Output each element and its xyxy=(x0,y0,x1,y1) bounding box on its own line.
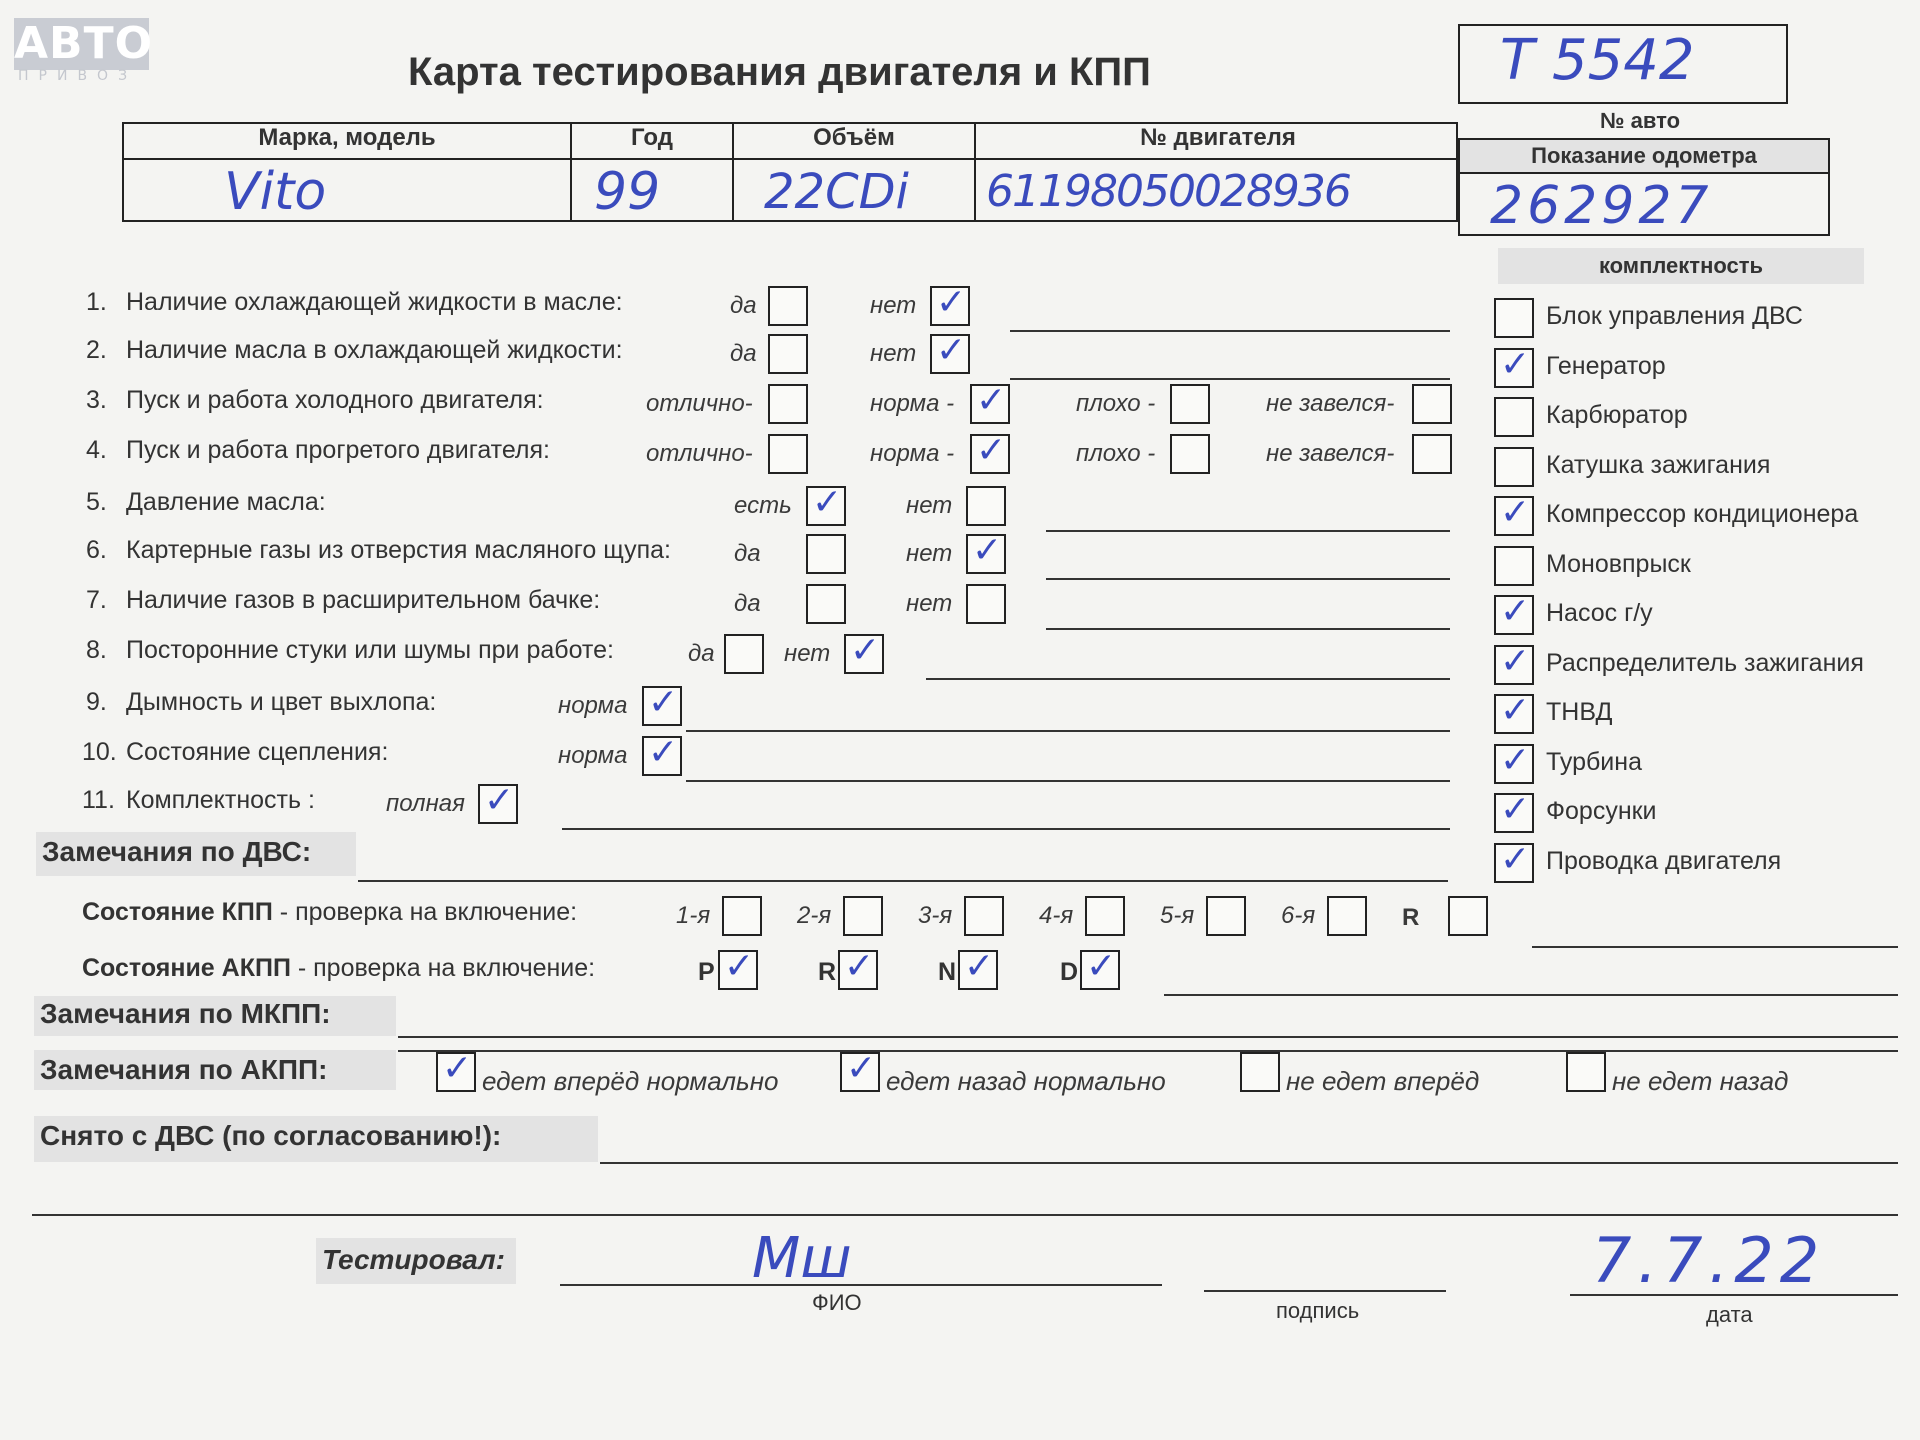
sign-label: подпись xyxy=(1276,1298,1360,1323)
check-option-label: отлично- xyxy=(646,440,753,467)
check-mark-icon: ✓ xyxy=(1500,739,1531,781)
car-number-box xyxy=(1458,24,1788,104)
check-row-line xyxy=(1010,378,1450,380)
completeness-item-label: Моновпрыск xyxy=(1546,549,1691,578)
check-option-box[interactable] xyxy=(724,634,764,674)
date-label: дата xyxy=(1706,1302,1753,1327)
completeness-item-label: ТНВД xyxy=(1546,698,1613,726)
check-option-label: нет xyxy=(870,340,917,367)
check-option-label: да xyxy=(734,540,761,567)
completeness-item-label: Турбина xyxy=(1546,747,1642,776)
check-mark-icon: ✓ xyxy=(724,946,755,987)
akpp-mode-label: R xyxy=(818,958,837,986)
check-mark-icon: ✓ xyxy=(850,630,881,671)
akpp-mode-box[interactable] xyxy=(958,946,998,990)
akpp-label: Состояние АКПП - проверка на включение: xyxy=(82,954,596,982)
check-option-box[interactable] xyxy=(642,732,682,776)
check-option-box[interactable] xyxy=(966,530,1006,574)
check-row-text: Посторонние стуки или шумы при работе: xyxy=(126,636,614,664)
check-row-number: 2. xyxy=(86,336,107,364)
check-option-label: норма xyxy=(558,692,628,719)
check-option-label: нет xyxy=(870,292,917,319)
check-option-box[interactable] xyxy=(970,430,1010,474)
car-number-value: T 5542 xyxy=(1500,28,1695,93)
completeness-box[interactable] xyxy=(1494,591,1534,635)
check-row-number: 7. xyxy=(86,586,107,614)
check-mark-icon: ✓ xyxy=(1500,492,1531,533)
check-option-label: плохо - xyxy=(1076,440,1156,467)
completeness-item-label: Генератор xyxy=(1546,351,1666,380)
check-mark-icon: ✓ xyxy=(976,430,1007,471)
check-mark-icon: ✓ xyxy=(976,380,1007,421)
check-option-box[interactable] xyxy=(478,780,518,824)
check-mark-icon: ✓ xyxy=(1500,789,1531,830)
check-option-label: полная xyxy=(386,790,465,817)
gear-box[interactable] xyxy=(1085,896,1125,936)
check-mark-icon: ✓ xyxy=(442,1048,473,1089)
kpp-label: Состояние КПП - проверка на включение: xyxy=(82,898,578,926)
akpp-remark-label: едет назад нормально xyxy=(886,1066,1166,1096)
gear-label: 6-я xyxy=(1281,902,1316,929)
akpp-remark-box[interactable] xyxy=(840,1048,880,1092)
check-row-number: 9. xyxy=(86,688,107,716)
check-row-number: 3. xyxy=(86,386,107,414)
check-option-box[interactable] xyxy=(966,486,1006,526)
check-mark-icon: ✓ xyxy=(648,682,679,723)
check-row-text: Наличие охлаждающей жидкости в масле: xyxy=(126,288,623,316)
date-line xyxy=(1570,1294,1898,1296)
akpp-remarks-line xyxy=(398,1050,1898,1052)
check-mark-icon: ✓ xyxy=(936,282,967,323)
tested-label: Тестировал: xyxy=(322,1244,505,1275)
check-option-label: нет xyxy=(906,590,953,617)
mkpp-remarks-label: Замечания по МКПП: xyxy=(40,998,331,1029)
completeness-item-label: Катушка зажигания xyxy=(1546,450,1771,479)
check-mark-icon: ✓ xyxy=(1500,343,1531,385)
fio-label: ФИО xyxy=(812,1290,862,1315)
mkpp-remarks-line xyxy=(398,1036,1898,1038)
check-mark-icon: ✓ xyxy=(846,1048,877,1089)
engine-number-label: № двигателя xyxy=(1140,124,1296,151)
completeness-box[interactable] xyxy=(1494,789,1534,833)
check-row-text: Комплектность : xyxy=(126,786,315,814)
odometer-value: 262927 xyxy=(1490,176,1713,236)
gear-box[interactable] xyxy=(964,896,1004,936)
completeness-box[interactable] xyxy=(1494,343,1534,388)
check-mark-icon: ✓ xyxy=(484,780,515,821)
gear-label: 4-я xyxy=(1039,902,1074,929)
akpp-mode-box[interactable] xyxy=(1080,946,1120,990)
completeness-box[interactable] xyxy=(1494,397,1534,437)
page-title: Карта тестирования двигателя и КПП xyxy=(408,50,1151,94)
volume-label: Объём xyxy=(813,124,895,151)
check-row-text: Пуск и работа холодного двигателя: xyxy=(126,386,544,414)
check-option-box[interactable] xyxy=(806,482,846,526)
check-row-text: Картерные газы из отверстия масляного щупа: xyxy=(126,536,671,564)
completeness-title: комплектность xyxy=(1498,248,1864,284)
check-option-label: да xyxy=(688,640,715,667)
gear-label: 3-я xyxy=(918,902,953,929)
kpp-line xyxy=(1532,946,1898,948)
check-mark-icon: ✓ xyxy=(936,330,967,371)
check-option-label: норма - xyxy=(870,390,955,417)
check-option-box[interactable] xyxy=(930,282,970,326)
engine-remarks-label: Замечания по ДВС: xyxy=(42,836,312,867)
akpp-remark-box[interactable] xyxy=(436,1048,476,1092)
check-option-label: норма - xyxy=(870,440,955,467)
check-row-line xyxy=(686,780,1450,782)
fio-value: Мш xyxy=(752,1226,852,1291)
check-option-box[interactable] xyxy=(1412,384,1452,424)
check-row-text: Дымность и цвет выхлопа: xyxy=(126,688,437,716)
check-mark-icon: ✓ xyxy=(812,482,843,523)
check-option-label: нет xyxy=(906,540,953,567)
check-row-number: 6. xyxy=(86,536,107,564)
gear-box[interactable] xyxy=(1206,896,1246,936)
check-mark-icon: ✓ xyxy=(972,530,1003,571)
akpp-line xyxy=(1164,994,1898,996)
check-option-label: да xyxy=(730,292,757,319)
completeness-item-label: Блок управления ДВС xyxy=(1546,302,1803,330)
check-row-number: 1. xyxy=(86,288,107,316)
engine-number-value: 61198050028936 xyxy=(986,166,1350,217)
check-mark-icon: ✓ xyxy=(1500,690,1531,731)
completeness-box[interactable] xyxy=(1494,690,1534,734)
check-option-label: да xyxy=(734,590,761,617)
check-option-box[interactable] xyxy=(806,534,846,574)
check-mark-icon: ✓ xyxy=(844,946,875,987)
check-option-box[interactable] xyxy=(844,630,884,674)
header-table xyxy=(122,122,1458,222)
gear-label: R xyxy=(1402,904,1420,931)
gear-label: 5-я xyxy=(1160,902,1195,929)
check-mark-icon: ✓ xyxy=(964,946,995,987)
gear-box[interactable] xyxy=(843,896,883,936)
akpp-remark-box[interactable] xyxy=(1240,1052,1280,1092)
check-option-label: не завелся- xyxy=(1266,390,1395,417)
check-option-box[interactable] xyxy=(768,434,808,474)
check-option-box[interactable] xyxy=(1412,434,1452,474)
check-option-label: не завелся- xyxy=(1266,440,1395,467)
completeness-box[interactable] xyxy=(1494,838,1534,883)
check-row-line xyxy=(1010,330,1450,332)
logo-subtitle: ПРИВОЗ xyxy=(18,68,138,84)
check-row-number: 11. xyxy=(82,786,115,814)
gear-label: 1-я xyxy=(676,902,711,929)
removed-label: Снято с ДВС (по согласованию!): xyxy=(40,1120,502,1151)
sign-line xyxy=(1204,1290,1446,1292)
engine-remarks-line xyxy=(358,880,1448,882)
akpp-remark-label: не едет вперёд xyxy=(1286,1066,1480,1096)
completeness-item-label: Форсунки xyxy=(1546,797,1657,825)
gear-box[interactable] xyxy=(1327,896,1367,936)
car-number-label: № авто xyxy=(1600,108,1681,133)
gear-box[interactable] xyxy=(1448,896,1488,936)
completeness-box[interactable] xyxy=(1494,298,1534,338)
completeness-box[interactable] xyxy=(1494,492,1534,536)
check-option-box[interactable] xyxy=(768,384,808,424)
check-row-text: Давление масла: xyxy=(126,488,326,516)
akpp-mode-label: N xyxy=(938,958,957,986)
make-value: Vito xyxy=(224,162,327,222)
check-row-line xyxy=(686,730,1450,732)
odometer-label-cell xyxy=(1458,138,1830,174)
check-option-label: отлично- xyxy=(646,390,753,417)
completeness-box[interactable] xyxy=(1494,640,1534,685)
check-option-label: норма xyxy=(558,742,628,769)
check-option-box[interactable] xyxy=(970,380,1010,424)
check-row-line xyxy=(1046,578,1450,580)
check-row-line xyxy=(1046,530,1450,532)
check-option-label: нет xyxy=(784,640,831,667)
check-option-label: да xyxy=(730,340,757,367)
akpp-mode-box[interactable] xyxy=(718,946,758,990)
check-row-text: Состояние сцепления: xyxy=(126,738,389,766)
check-row-line xyxy=(562,828,1450,830)
completeness-box[interactable] xyxy=(1494,546,1534,586)
akpp-remarks-label: Замечания по АКПП: xyxy=(40,1054,328,1085)
check-mark-icon: ✓ xyxy=(1500,640,1531,682)
completeness-item-label: Карбюратор xyxy=(1546,401,1688,429)
completeness-item-label: Насос г/у xyxy=(1546,599,1653,627)
check-mark-icon: ✓ xyxy=(1500,838,1531,880)
check-option-box[interactable] xyxy=(966,584,1006,624)
check-row-text: Пуск и работа прогретого двигателя: xyxy=(126,436,550,464)
check-row-number: 5. xyxy=(86,488,107,516)
year-label: Год xyxy=(631,124,673,151)
akpp-mode-box[interactable] xyxy=(838,946,878,990)
check-row-line xyxy=(1046,628,1450,630)
make-label: Марка, модель xyxy=(258,124,436,151)
check-option-box[interactable] xyxy=(1170,384,1210,424)
check-option-box[interactable] xyxy=(806,584,846,624)
removed-line-2 xyxy=(32,1214,1898,1216)
check-option-box[interactable] xyxy=(768,286,808,326)
removed-line xyxy=(600,1162,1898,1164)
check-row-line xyxy=(926,678,1450,680)
completeness-item-label: Компрессор кондиционера xyxy=(1546,500,1859,528)
check-option-box[interactable] xyxy=(768,334,808,374)
gear-box[interactable] xyxy=(722,896,762,936)
check-mark-icon: ✓ xyxy=(648,732,679,773)
completeness-box[interactable] xyxy=(1494,739,1534,784)
completeness-item-label: Проводка двигателя xyxy=(1546,846,1782,875)
check-option-label: есть xyxy=(734,492,792,519)
date-value: 7.7.22 xyxy=(1592,1224,1826,1297)
akpp-mode-label: D xyxy=(1060,958,1079,986)
check-option-label: плохо - xyxy=(1076,390,1156,417)
akpp-remark-label: едет вперёд нормально xyxy=(482,1066,779,1096)
akpp-remark-box[interactable] xyxy=(1566,1052,1606,1092)
gear-label: 2-я xyxy=(797,902,832,929)
completeness-item-label: Распределитель зажигания xyxy=(1546,648,1864,677)
fio-line xyxy=(560,1284,1162,1286)
volume-value: 22CDi xyxy=(764,164,909,220)
odometer-label: Показание одометра xyxy=(1531,143,1757,168)
check-mark-icon: ✓ xyxy=(1086,946,1117,987)
odometer-value-cell xyxy=(1458,174,1830,236)
check-option-box[interactable] xyxy=(930,330,970,374)
completeness-box[interactable] xyxy=(1494,447,1534,487)
check-mark-icon: ✓ xyxy=(1500,591,1531,632)
check-option-label: нет xyxy=(906,492,953,519)
check-row-number: 4. xyxy=(86,436,107,464)
check-option-box[interactable] xyxy=(1170,434,1210,474)
check-row-text: Наличие газов в расширительном бачке: xyxy=(126,586,601,614)
year-value: 99 xyxy=(594,162,661,222)
logo: АВТО xyxy=(14,18,154,69)
akpp-mode-label: P xyxy=(698,958,715,986)
akpp-remark-label: не едет назад xyxy=(1612,1066,1789,1096)
check-row-number: 10. xyxy=(82,738,117,766)
check-option-box[interactable] xyxy=(642,682,682,726)
check-row-text: Наличие масла в охлаждающей жидкости: xyxy=(126,336,623,364)
check-row-number: 8. xyxy=(86,636,107,664)
